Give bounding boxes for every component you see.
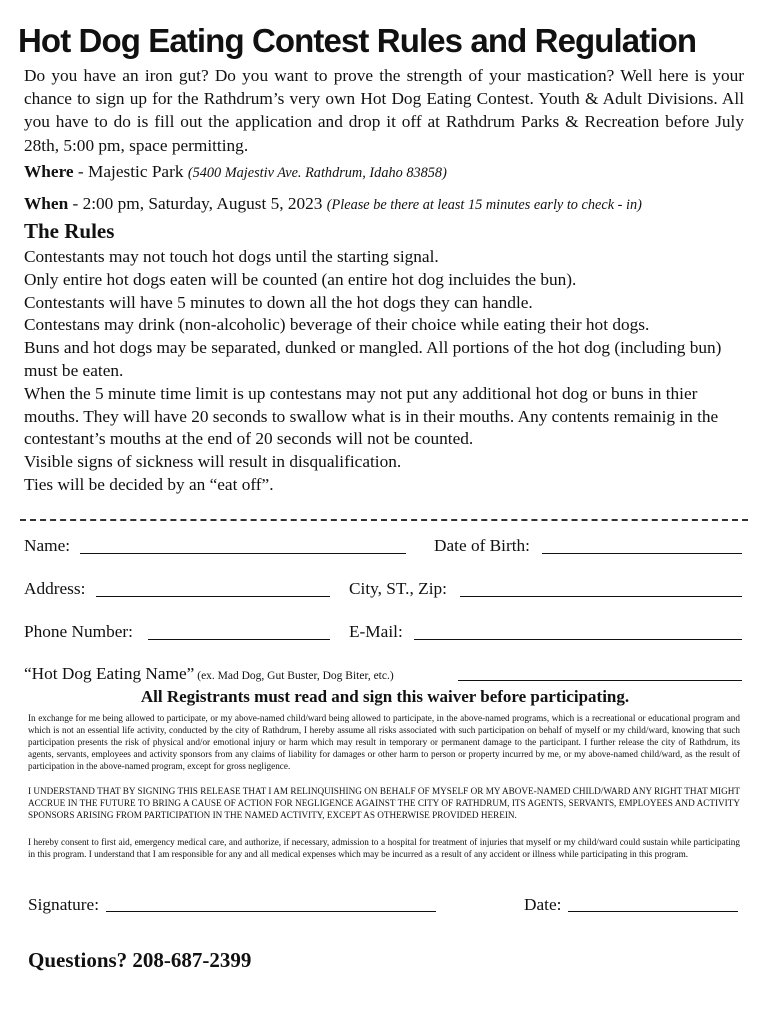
rule-item: Contestants may not touch hot dogs until the starting signal. xyxy=(24,247,439,266)
cut-line-divider xyxy=(20,519,748,521)
city-state-zip-field[interactable] xyxy=(460,596,742,597)
when-line xyxy=(24,194,642,214)
dob-field[interactable] xyxy=(542,553,742,554)
where-note: (5400 Majestiv Ave. Rathdrum, Idaho 83858) xyxy=(187,165,447,181)
rule-item: Buns and hot dogs may be separated, dunked or mangled. All portions of the hot dog (including bun) must be eaten. xyxy=(24,338,722,380)
where-line xyxy=(24,162,447,182)
dob-label: Date of Birth: xyxy=(434,536,530,555)
hotdog-name-field[interactable] xyxy=(458,680,742,681)
rule-item: Contestants will have 5 minutes to down all the hot dogs they can handle. xyxy=(24,292,533,312)
address-field[interactable] xyxy=(96,596,330,597)
intro-paragraph: Do you have an iron gut? Do you want to prove the strength of your mastication? Well here is your chance to sign up for the Rathdrum’s very own Hot Dog Eating Contest. Youth & Adult Divisions. All you have to do is fill out the application and drop it off at Rathdrum Parks & Recreation before July 28th, 5:00 pm, space permitting. xyxy=(24,66,744,155)
waiver-paragraph-release: In exchange for me being allowed to participate, or my above-named child/ward being allowed to participate, in the above-named programs, which is a recreational or educational program and which is not an essential life activity, conducted by the city of Rathdrum, I hereby assume all risks associated with such participation on behalf of myself or my child/ward, knowing that such participation presents the risk of physical and/or emotional injury or harm which may result in temporary or permanent damage to the participant. I further release the city of Rathdrum, its agents, servants, employees and activity sponsors from any claims of liability for damages or other harm to person or property incurred by me, or my above-named child/ward, as the result of participation in the above-named program, except for gross negligence. xyxy=(28,713,740,771)
page-title: Hot Dog Eating Contest Rules and Regulation xyxy=(18,22,697,59)
rule-item: When the 5 minute time limit is up contestans may not put any additional hot dog or buns in thier mouths. They will have 20 seconds to swallow what is in their mouths. Any contents remainig in the contestant’s mouths at the end of 20 seconds will not be counted. xyxy=(24,383,719,449)
questions-phone: Questions? 208-687-2399 xyxy=(28,948,252,972)
address-label: Address: xyxy=(24,579,86,598)
when-label: When xyxy=(24,194,69,213)
email-field[interactable] xyxy=(414,639,742,640)
where-label: Where xyxy=(24,162,74,181)
rules-list xyxy=(24,246,746,497)
signature-label: Signature: xyxy=(28,895,100,914)
date-field[interactable] xyxy=(568,911,738,912)
signature-field[interactable] xyxy=(106,911,436,912)
waiver-paragraph-consent: I hereby consent to first aid, emergency medical care, and authorize, if necessary, admission to a hospital for treatment of injuries that myself or my child/ward could sustain while participating in this program. I understand that I am responsible for any and all medical expenses which may be incurred as a result of any accident or illness while participating in this program. xyxy=(28,837,740,859)
where-value: - Majestic Park xyxy=(73,162,188,181)
rule-item: Ties will be decided by an “eat off”. xyxy=(24,474,274,494)
date-label: Date: xyxy=(524,895,562,914)
when-note: (Please be there at least 15 minutes early to check - in) xyxy=(326,197,642,213)
rules-heading: The Rules xyxy=(24,219,115,243)
name-field[interactable] xyxy=(80,553,406,554)
waiver-heading: All Registrants must read and sign this waiver before participating. xyxy=(140,687,630,706)
rule-item: Only entire hot dogs eaten will be counted (an entire hot dog incluides the bun). xyxy=(24,269,577,289)
when-value: - 2:00 pm, Saturday, August 5, 2023 xyxy=(68,194,327,213)
city-label: City, ST., Zip: xyxy=(349,579,447,598)
hotdog-name-hint: (ex. Mad Dog, Gut Buster, Dog Biter, etc.) xyxy=(194,670,394,682)
hotdog-name-line xyxy=(24,664,394,684)
email-label: E-Mail: xyxy=(349,622,403,641)
waiver-paragraph-understand: I UNDERSTAND THAT BY SIGNING THIS RELEASE THAT I AM RELINQUISHING ON BEHALF OF MYSELF OR MY ABOVE-NAMED CHILD/WARD ANY RIGHT THAT MIGHT ACCRUE IN THE FUTURE TO BRING A CAUSE OF ACTION FOR NEGLIGENCE AGAINST THE CITY OF RATHDRUM, ITS AGENTS, SERVANTS, EMPLOYEES AND ACTIVITY SPONSORS ARISING FROM PARTICIPATION IN THE NAMED ACTIVITY, EXCEPT AS OTHERWISE PROVIDED HEREIN. xyxy=(28,786,740,820)
phone-label: Phone Number: xyxy=(24,622,133,641)
hotdog-name-label: “Hot Dog Eating Name” xyxy=(24,664,195,683)
rule-item: Contestans may drink (non-alcoholic) beverage of their choice while eating their hot dogs. xyxy=(24,315,650,335)
phone-field[interactable] xyxy=(148,639,330,640)
name-label: Name: xyxy=(24,536,71,555)
rule-item: Visible signs of sickness will result in disqualification. xyxy=(24,452,402,472)
